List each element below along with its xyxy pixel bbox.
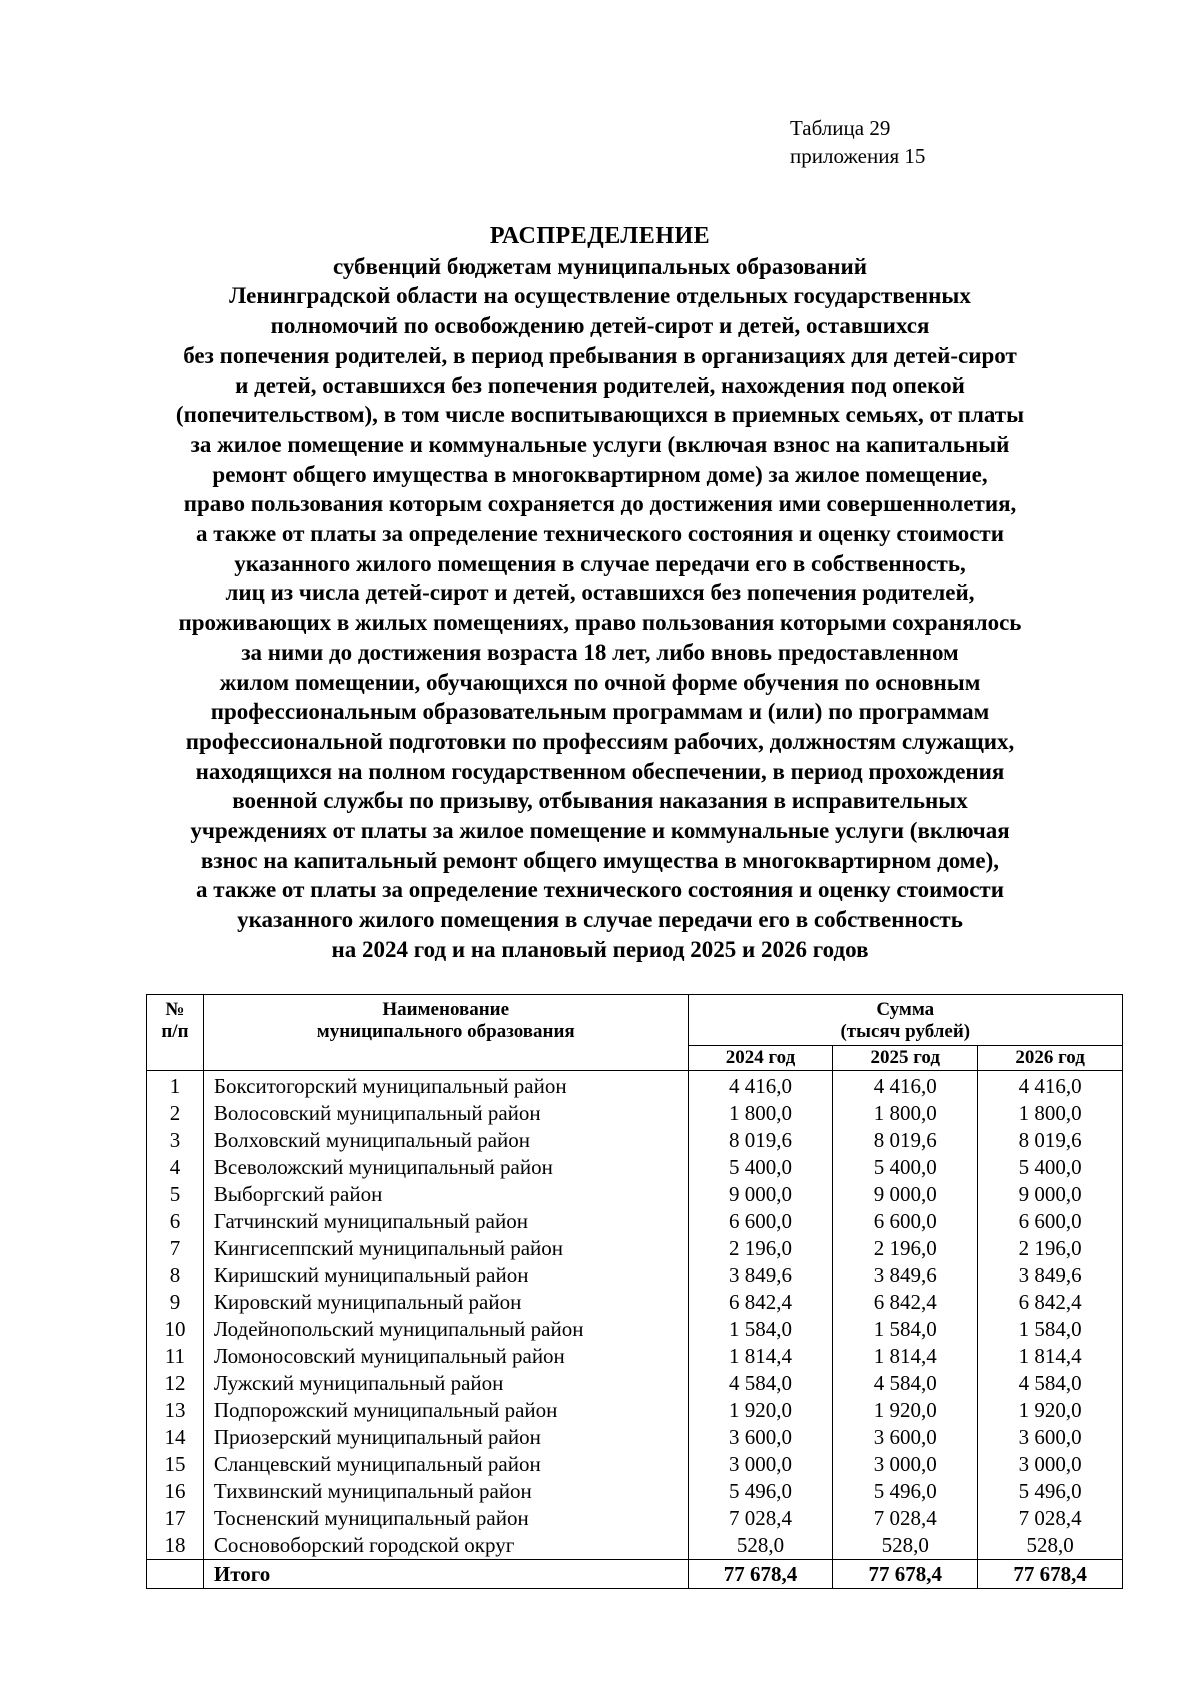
column-header-number: № п/п <box>147 995 204 1071</box>
municipality-name: Ломоносовский муниципальный район <box>203 1343 688 1370</box>
value-2025: 3 000,0 <box>833 1451 978 1478</box>
title-line: профессиональной подготовки по профессиям рабочих, должностям служащих, <box>185 728 1015 754</box>
value-2024: 1 920,0 <box>688 1397 833 1424</box>
value-2026: 6 600,0 <box>978 1208 1123 1235</box>
total-row <box>147 1560 1123 1589</box>
municipality-name: Лодейнопольский муниципальный район <box>203 1316 688 1343</box>
row-number: 13 <box>147 1397 204 1424</box>
value-2025: 2 196,0 <box>833 1235 978 1262</box>
table-row <box>147 1071 1123 1101</box>
table-row <box>147 1370 1123 1397</box>
column-header-sum: Сумма (тысяч рублей) <box>688 995 1122 1046</box>
value-2025: 4 416,0 <box>833 1071 978 1101</box>
municipality-name: Приозерский муниципальный район <box>203 1424 688 1451</box>
value-2025: 1 814,4 <box>833 1343 978 1370</box>
document-title <box>0 222 1200 965</box>
value-2026: 1 920,0 <box>978 1397 1123 1424</box>
table-row <box>147 1154 1123 1181</box>
title-line: (попечительством), в том числе воспитывающихся в приемных семьях, от платы <box>175 402 1025 428</box>
value-2024: 1 814,4 <box>688 1343 833 1370</box>
table-row <box>147 1289 1123 1316</box>
title-line: Ленинградской области на осуществление отдельных государственных <box>229 283 971 309</box>
value-2026: 9 000,0 <box>978 1181 1123 1208</box>
value-2024: 528,0 <box>688 1532 833 1560</box>
total-2024: 77 678,4 <box>688 1560 833 1589</box>
value-2026: 3 849,6 <box>978 1262 1123 1289</box>
value-2025: 5 496,0 <box>833 1478 978 1505</box>
value-2026: 8 019,6 <box>978 1127 1123 1154</box>
column-header-2024: 2024 год <box>688 1046 833 1071</box>
title-line: жилом помещении, обучающихся по очной форме обучения по основным <box>219 669 981 695</box>
table-row <box>147 1235 1123 1262</box>
title-line: полномочий по освобождению детей-сирот и детей, оставшихся <box>270 313 930 339</box>
value-2025: 7 028,4 <box>833 1505 978 1532</box>
total-num-cell <box>147 1560 204 1589</box>
title-line: лиц из числа детей-сирот и детей, оставшихся без попечения родителей, <box>225 580 975 606</box>
title-line: указанного жилого помещения в случае передачи его в собственность <box>237 907 963 933</box>
title-line: а также от платы за определение технического состояния и оценку стоимости <box>196 521 1004 547</box>
value-2024: 8 019,6 <box>688 1127 833 1154</box>
value-2026: 5 400,0 <box>978 1154 1123 1181</box>
municipality-name: Кингисеппский муниципальный район <box>203 1235 688 1262</box>
column-header-name: Наименование муниципального образования <box>203 995 688 1071</box>
value-2025: 1 584,0 <box>833 1316 978 1343</box>
municipality-name: Подпорожский муниципальный район <box>203 1397 688 1424</box>
value-2025: 1 800,0 <box>833 1100 978 1127</box>
value-2024: 6 600,0 <box>688 1208 833 1235</box>
row-number: 15 <box>147 1451 204 1478</box>
row-number: 10 <box>147 1316 204 1343</box>
municipality-name: Волховский муниципальный район <box>203 1127 688 1154</box>
value-2025: 5 400,0 <box>833 1154 978 1181</box>
row-number: 7 <box>147 1235 204 1262</box>
row-number: 3 <box>147 1127 204 1154</box>
value-2026: 1 584,0 <box>978 1316 1123 1343</box>
municipality-name: Тихвинский муниципальный район <box>203 1478 688 1505</box>
table-row <box>147 1478 1123 1505</box>
municipality-name: Волосовский муниципальный район <box>203 1100 688 1127</box>
row-number: 9 <box>147 1289 204 1316</box>
title-line: субвенций бюджетам муниципальных образований <box>332 253 868 279</box>
table-body <box>147 1071 1123 1560</box>
row-number: 8 <box>147 1262 204 1289</box>
value-2026: 7 028,4 <box>978 1505 1123 1532</box>
value-2026: 2 196,0 <box>978 1235 1123 1262</box>
row-number: 1 <box>147 1071 204 1101</box>
table-row <box>147 1262 1123 1289</box>
table-row <box>147 1397 1123 1424</box>
title-line: право пользования которым сохраняется до достижения ими совершеннолетия, <box>183 491 1017 517</box>
column-header-2025: 2025 год <box>833 1046 978 1071</box>
municipality-name: Выборгский район <box>203 1181 688 1208</box>
value-2024: 4 416,0 <box>688 1071 833 1101</box>
value-2026: 528,0 <box>978 1532 1123 1560</box>
value-2026: 1 814,4 <box>978 1343 1123 1370</box>
title-line: взнос на капитальный ремонт общего имущества в многоквартирном доме), <box>200 847 1000 873</box>
title-heading: РАСПРЕДЕЛЕНИЕ <box>489 223 711 249</box>
value-2025: 6 842,4 <box>833 1289 978 1316</box>
table-row <box>147 1424 1123 1451</box>
table-row <box>147 1127 1123 1154</box>
table-row <box>147 1316 1123 1343</box>
value-2024: 4 584,0 <box>688 1370 833 1397</box>
value-2026: 4 416,0 <box>978 1071 1123 1101</box>
row-number: 5 <box>147 1181 204 1208</box>
title-line: за ними до достижения возраста 18 лет, либо вновь предоставленном <box>241 639 959 665</box>
title-line: за жилое помещение и коммунальные услуги (включая взнос на капитальный <box>190 431 1010 457</box>
total-label: Итого <box>203 1560 688 1589</box>
appendix-number: приложения 15 <box>790 144 926 168</box>
municipality-name: Сосновоборский городской округ <box>203 1532 688 1560</box>
value-2026: 4 584,0 <box>978 1370 1123 1397</box>
municipality-name: Бокситогорский муниципальный район <box>203 1071 688 1101</box>
value-2026: 6 842,4 <box>978 1289 1123 1316</box>
title-body <box>0 252 1200 965</box>
table-number: Таблица 29 <box>790 116 891 140</box>
table-row <box>147 1505 1123 1532</box>
value-2025: 6 600,0 <box>833 1208 978 1235</box>
value-2024: 7 028,4 <box>688 1505 833 1532</box>
value-2024: 9 000,0 <box>688 1181 833 1208</box>
title-line: и детей, оставшихся без попечения родителей, нахождения под опекой <box>235 372 965 398</box>
value-2024: 5 400,0 <box>688 1154 833 1181</box>
title-line: на 2024 год и на плановый период 2025 и 2026 годов <box>331 936 869 962</box>
value-2024: 2 196,0 <box>688 1235 833 1262</box>
value-2024: 3 849,6 <box>688 1262 833 1289</box>
row-number: 14 <box>147 1424 204 1451</box>
table-row <box>147 1343 1123 1370</box>
municipality-name: Тосненский муниципальный район <box>203 1505 688 1532</box>
row-number: 11 <box>147 1343 204 1370</box>
row-number: 16 <box>147 1478 204 1505</box>
municipality-name: Сланцевский муниципальный район <box>203 1451 688 1478</box>
column-header-2026: 2026 год <box>978 1046 1123 1071</box>
value-2025: 3 600,0 <box>833 1424 978 1451</box>
value-2025: 9 000,0 <box>833 1181 978 1208</box>
table-row <box>147 1532 1123 1560</box>
distribution-table <box>146 994 1123 1589</box>
row-number: 4 <box>147 1154 204 1181</box>
title-line: ремонт общего имущества в многоквартирном доме) за жилое помещение, <box>212 461 988 487</box>
value-2024: 6 842,4 <box>688 1289 833 1316</box>
value-2024: 1 584,0 <box>688 1316 833 1343</box>
title-line: военной службы по призыву, отбывания наказания в исправительных <box>232 788 968 814</box>
row-number: 2 <box>147 1100 204 1127</box>
value-2025: 528,0 <box>833 1532 978 1560</box>
table-row <box>147 1451 1123 1478</box>
title-line: находящихся на полном государственном обеспечении, в период прохождения <box>195 758 1005 784</box>
value-2026: 5 496,0 <box>978 1478 1123 1505</box>
row-number: 6 <box>147 1208 204 1235</box>
total-2025: 77 678,4 <box>833 1560 978 1589</box>
value-2025: 4 584,0 <box>833 1370 978 1397</box>
title-line: профессиональным образовательным программам и (или) по программам <box>210 699 990 725</box>
table-row <box>147 1181 1123 1208</box>
value-2026: 3 000,0 <box>978 1451 1123 1478</box>
municipality-name: Лужский муниципальный район <box>203 1370 688 1397</box>
row-number: 18 <box>147 1532 204 1560</box>
municipality-name: Киришский муниципальный район <box>203 1262 688 1289</box>
value-2024: 1 800,0 <box>688 1100 833 1127</box>
title-line: без попечения родителей, в период пребывания в организациях для детей-сирот <box>183 342 1017 368</box>
title-line: а также от платы за определение технического состояния и оценку стоимости <box>196 877 1004 903</box>
municipality-name: Всеволожский муниципальный район <box>203 1154 688 1181</box>
title-line: учреждениях от платы за жилое помещение и коммунальные услуги (включая <box>190 818 1010 844</box>
value-2024: 3 600,0 <box>688 1424 833 1451</box>
table-row <box>147 1100 1123 1127</box>
total-2026: 77 678,4 <box>978 1560 1123 1589</box>
value-2024: 3 000,0 <box>688 1451 833 1478</box>
title-line: указанного жилого помещения в случае передачи его в собственность, <box>234 550 966 576</box>
table-reference <box>790 114 925 170</box>
title-line: проживающих в жилых помещениях, право пользования которыми сохранялось <box>178 610 1022 636</box>
municipality-name: Кировский муниципальный район <box>203 1289 688 1316</box>
row-number: 12 <box>147 1370 204 1397</box>
value-2024: 5 496,0 <box>688 1478 833 1505</box>
value-2026: 3 600,0 <box>978 1424 1123 1451</box>
value-2025: 1 920,0 <box>833 1397 978 1424</box>
value-2025: 8 019,6 <box>833 1127 978 1154</box>
value-2026: 1 800,0 <box>978 1100 1123 1127</box>
table-row <box>147 1208 1123 1235</box>
value-2025: 3 849,6 <box>833 1262 978 1289</box>
row-number: 17 <box>147 1505 204 1532</box>
municipality-name: Гатчинский муниципальный район <box>203 1208 688 1235</box>
